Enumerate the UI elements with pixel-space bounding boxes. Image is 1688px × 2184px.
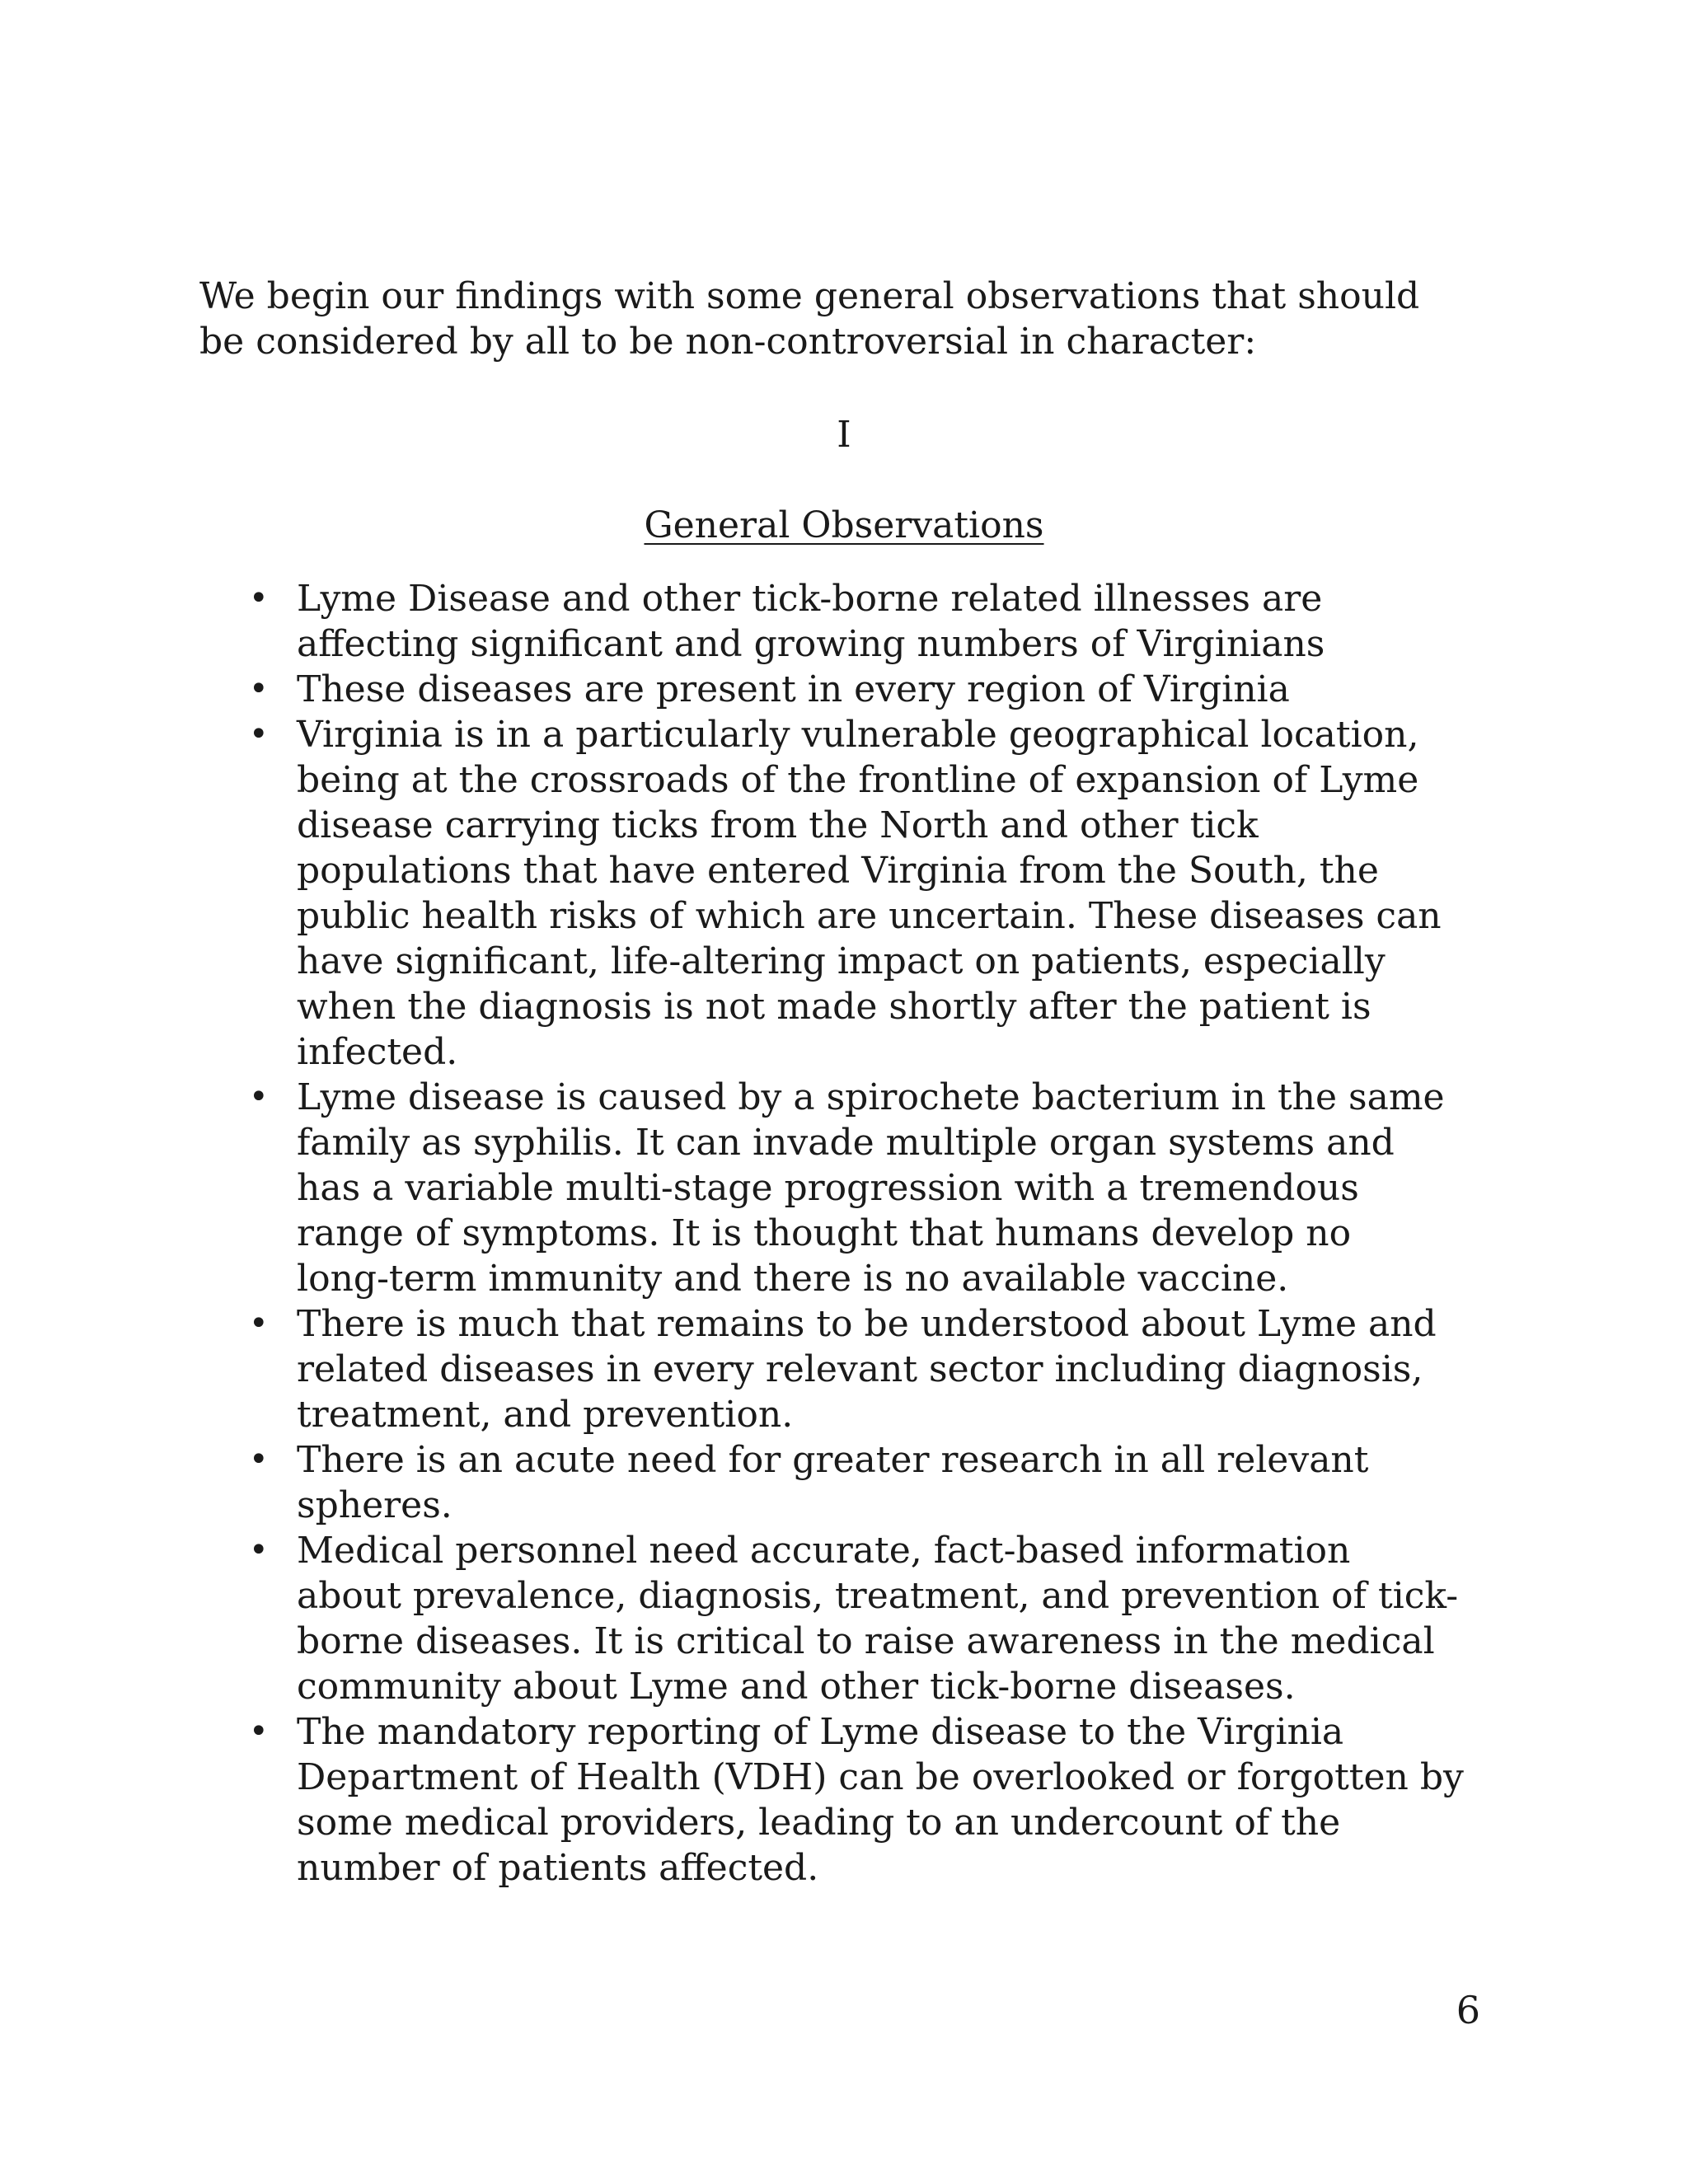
observation-line: treatment, and prevention. (297, 1394, 794, 1436)
observation-line: range of symptoms. It is thought that humans develop no (297, 1212, 1352, 1254)
observation-line: These diseases are present in every region of Virginia (297, 668, 1290, 710)
observation-line: public health risks of which are uncertain. These diseases can (297, 895, 1442, 937)
observation-line: There is much that remains to be understood about Lyme and (297, 1303, 1437, 1345)
section-number: I (837, 414, 851, 456)
observation-item (249, 1709, 1500, 1891)
observation-line: The mandatory reporting of Lyme disease to the Virginia (297, 1711, 1344, 1753)
observation-item (249, 667, 1500, 712)
observation-line: about prevalence, diagnosis, treatment, and prevention of tick- (297, 1575, 1459, 1617)
bullet-icon: • (249, 1531, 269, 1569)
observation-line: community about Lyme and other tick-borne diseases. (297, 1666, 1296, 1708)
observation-item (249, 1301, 1500, 1437)
observation-line: have significant, life-altering impact on patients, especially (297, 940, 1386, 982)
observation-item (249, 1437, 1500, 1528)
bullet-icon: • (249, 1078, 269, 1116)
bullet-icon: • (249, 579, 269, 617)
observation-line: being at the crossroads of the frontline of expansion of Lyme (297, 759, 1419, 801)
intro-line: be considered by all to be non-controversial in character: (199, 321, 1257, 363)
observation-line: has a variable multi-stage progression with a tremendous (297, 1167, 1359, 1209)
observation-line: borne diseases. It is critical to raise awareness in the medical (297, 1620, 1435, 1662)
observation-item (249, 1075, 1500, 1301)
observation-line: some medical providers, leading to an undercount of the (297, 1802, 1341, 1844)
observation-line: when the diagnosis is not made shortly after the patient is (297, 986, 1372, 1028)
observation-line: populations that have entered Virginia from the South, the (297, 850, 1379, 892)
observation-line: Department of Health (VDH) can be overlooked or forgotten by (297, 1756, 1464, 1798)
bullet-icon: • (249, 1441, 269, 1479)
observation-line: related diseases in every relevant sector including diagnosis, (297, 1348, 1423, 1390)
observation-line: Medical personnel need accurate, fact-based information (297, 1530, 1351, 1572)
observation-line: Virginia is in a particularly vulnerable geographical location, (297, 714, 1419, 756)
observation-line: infected. (297, 1031, 458, 1073)
observation-line: Lyme Disease and other tick-borne related illnesses are (297, 578, 1323, 620)
intro-line: We begin our findings with some general observations that should (199, 275, 1420, 317)
bullet-icon: • (249, 1713, 269, 1750)
observation-line: Lyme disease is caused by a spirochete bacterium in the same (297, 1076, 1445, 1118)
observation-line: disease carrying ticks from the North and other tick (297, 804, 1259, 846)
observation-item (249, 712, 1500, 1075)
observation-item (249, 576, 1500, 667)
observation-line: affecting significant and growing numbers of Virginians (297, 623, 1325, 665)
intro-paragraph (199, 274, 1518, 364)
observation-line: family as syphilis. It can invade multiple organ systems and (297, 1122, 1395, 1164)
page-number: 6 (1456, 1988, 1480, 2032)
bullet-icon: • (249, 1305, 269, 1343)
observation-line: long-term immunity and there is no available vaccine. (297, 1258, 1289, 1300)
bullet-icon: • (249, 670, 269, 708)
section-heading-text: General Observations (644, 504, 1044, 546)
observations-list (249, 576, 1500, 1891)
observation-line: There is an acute need for greater research in all relevant (297, 1439, 1369, 1481)
observation-line: number of patients affected. (297, 1847, 819, 1889)
observation-item (249, 1528, 1500, 1709)
section-heading (0, 503, 1688, 548)
observation-line: spheres. (297, 1484, 452, 1526)
bullet-icon: • (249, 715, 269, 753)
